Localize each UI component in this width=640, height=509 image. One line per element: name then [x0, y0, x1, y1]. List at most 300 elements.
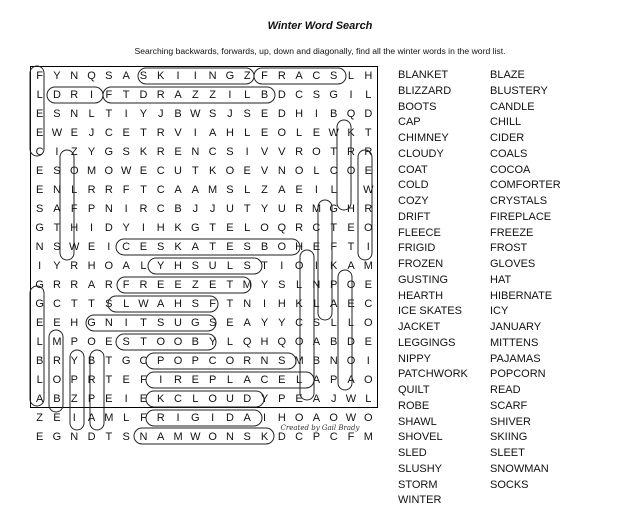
grid-cell[interactable]: E: [295, 393, 303, 405]
grid-cell[interactable]: I: [176, 70, 180, 82]
grid-cell[interactable]: A: [157, 298, 165, 310]
grid-cell[interactable]: E: [243, 165, 251, 177]
grid-cell[interactable]: Q: [277, 222, 287, 234]
grid-cell[interactable]: I: [124, 393, 128, 405]
grid-cell[interactable]: W: [190, 108, 201, 120]
grid-cell[interactable]: I: [314, 184, 318, 196]
grid-cell[interactable]: W: [51, 127, 63, 139]
grid-cell[interactable]: A: [35, 393, 44, 405]
grid-cell[interactable]: U: [277, 203, 286, 215]
grid-cell[interactable]: R: [295, 203, 304, 215]
grid-cell[interactable]: T: [330, 222, 338, 234]
grid-cell[interactable]: T: [122, 89, 130, 101]
grid-cell[interactable]: V: [260, 146, 269, 158]
grid-cell[interactable]: W: [69, 241, 80, 253]
grid-cell[interactable]: R: [295, 146, 304, 158]
grid-cell[interactable]: O: [364, 317, 373, 329]
grid-cell[interactable]: N: [243, 298, 252, 310]
grid-cell[interactable]: I: [38, 260, 42, 272]
grid-cell[interactable]: S: [122, 336, 130, 348]
grid-cell[interactable]: I: [262, 298, 267, 310]
grid-cell[interactable]: O: [87, 336, 96, 348]
grid-cell[interactable]: E: [70, 127, 78, 139]
grid-cell[interactable]: J: [157, 108, 164, 120]
grid-cell[interactable]: F: [105, 89, 113, 101]
grid-cell[interactable]: N: [52, 184, 61, 196]
grid-cell[interactable]: I: [314, 260, 318, 272]
grid-cell[interactable]: I: [55, 146, 59, 158]
grid-cell[interactable]: C: [295, 89, 304, 101]
grid-cell[interactable]: R: [104, 184, 113, 196]
grid-cell[interactable]: E: [35, 165, 44, 177]
grid-cell[interactable]: K: [139, 146, 148, 158]
grid-cell[interactable]: D: [104, 222, 113, 234]
grid-cell[interactable]: L: [36, 374, 43, 386]
grid-cell[interactable]: R: [364, 146, 373, 158]
grid-cell[interactable]: D: [277, 108, 286, 120]
grid-cell[interactable]: A: [312, 393, 321, 405]
grid-cell[interactable]: K: [157, 393, 165, 405]
grid-cell[interactable]: E: [174, 279, 182, 291]
grid-cell[interactable]: C: [329, 165, 338, 177]
grid-cell[interactable]: M: [173, 431, 183, 443]
grid-cell[interactable]: E: [364, 165, 372, 177]
grid-cell[interactable]: T: [105, 355, 113, 367]
grid-cell[interactable]: T: [243, 203, 251, 215]
grid-cell[interactable]: I: [366, 241, 370, 253]
grid-cell[interactable]: E: [139, 241, 148, 253]
grid-cell[interactable]: E: [35, 127, 44, 139]
grid-cell[interactable]: U: [174, 165, 182, 177]
grid-cell[interactable]: O: [225, 165, 235, 177]
grid-cell[interactable]: P: [208, 374, 217, 386]
grid-cell[interactable]: E: [312, 127, 321, 139]
grid-cell[interactable]: G: [191, 412, 200, 424]
grid-cell[interactable]: E: [35, 431, 44, 443]
grid-cell[interactable]: B: [53, 393, 61, 405]
grid-cell[interactable]: L: [330, 317, 337, 329]
grid-cell[interactable]: Z: [243, 70, 251, 82]
grid-cell[interactable]: L: [296, 127, 303, 139]
grid-cell[interactable]: Z: [191, 89, 199, 101]
grid-cell[interactable]: E: [347, 222, 355, 234]
grid-cell[interactable]: L: [313, 298, 320, 310]
grid-cell[interactable]: E: [364, 336, 372, 348]
grid-cell[interactable]: L: [244, 184, 251, 196]
grid-cell[interactable]: B: [174, 203, 182, 215]
grid-cell[interactable]: B: [330, 336, 338, 348]
grid-cell[interactable]: L: [365, 393, 372, 405]
grid-cell[interactable]: O: [277, 241, 287, 253]
grid-cell[interactable]: W: [363, 184, 374, 196]
grid-cell[interactable]: Q: [87, 70, 96, 82]
grid-cell[interactable]: H: [70, 317, 79, 329]
grid-cell[interactable]: O: [329, 412, 338, 424]
grid-cell[interactable]: E: [35, 184, 44, 196]
grid-cell[interactable]: I: [90, 89, 94, 101]
grid-cell[interactable]: E: [105, 336, 113, 348]
grid-cell[interactable]: R: [87, 184, 96, 196]
grid-cell[interactable]: E: [278, 374, 286, 386]
grid-cell[interactable]: R: [52, 279, 61, 291]
grid-cell[interactable]: L: [226, 336, 233, 348]
grid-cell[interactable]: S: [191, 298, 199, 310]
grid-cell[interactable]: D: [87, 431, 96, 443]
grid-cell[interactable]: R: [277, 70, 286, 82]
grid-cell[interactable]: Z: [209, 89, 216, 101]
grid-cell[interactable]: F: [122, 279, 130, 291]
grid-cell[interactable]: S: [312, 317, 321, 329]
grid-cell[interactable]: N: [329, 355, 338, 367]
grid-cell[interactable]: U: [225, 203, 234, 215]
grid-cell[interactable]: L: [226, 260, 233, 272]
grid-cell[interactable]: M: [52, 336, 62, 348]
grid-cell[interactable]: O: [346, 279, 356, 291]
grid-cell[interactable]: D: [225, 412, 234, 424]
grid-cell[interactable]: S: [53, 165, 61, 177]
grid-cell[interactable]: E: [53, 412, 61, 424]
grid-cell[interactable]: E: [191, 374, 199, 386]
grid-cell[interactable]: R: [156, 127, 165, 139]
grid-cell[interactable]: R: [156, 412, 165, 424]
grid-cell[interactable]: P: [87, 203, 96, 215]
grid-cell[interactable]: C: [208, 146, 217, 158]
grid-cell[interactable]: Z: [70, 146, 78, 158]
grid-cell[interactable]: I: [159, 374, 163, 386]
grid-cell[interactable]: S: [226, 146, 234, 158]
grid-cell[interactable]: T: [226, 298, 234, 310]
grid-cell[interactable]: S: [53, 108, 61, 120]
grid-cell[interactable]: I: [262, 412, 267, 424]
grid-cell[interactable]: T: [105, 374, 113, 386]
grid-cell[interactable]: H: [295, 241, 304, 253]
grid-cell[interactable]: I: [349, 89, 353, 101]
grid-cell[interactable]: P: [157, 355, 165, 367]
grid-cell[interactable]: E: [53, 317, 61, 329]
grid-cell[interactable]: H: [225, 127, 234, 139]
grid-cell[interactable]: E: [35, 108, 44, 120]
grid-cell[interactable]: C: [312, 70, 321, 82]
grid-cell[interactable]: H: [277, 298, 286, 310]
grid-cell[interactable]: O: [52, 374, 62, 386]
grid-cell[interactable]: Y: [53, 70, 61, 82]
grid-cell[interactable]: G: [35, 222, 44, 234]
grid-cell[interactable]: W: [345, 412, 357, 424]
grid-cell[interactable]: T: [70, 298, 78, 310]
grid-cell[interactable]: I: [193, 127, 197, 139]
grid-cell[interactable]: K: [208, 165, 217, 177]
grid-cell[interactable]: E: [35, 317, 44, 329]
grid-cell[interactable]: I: [314, 108, 318, 120]
grid-cell[interactable]: Y: [53, 260, 61, 272]
grid-cell[interactable]: A: [87, 412, 96, 424]
grid-cell[interactable]: H: [87, 260, 96, 272]
grid-cell[interactable]: I: [124, 108, 128, 120]
grid-cell[interactable]: N: [225, 431, 234, 443]
grid-cell[interactable]: N: [277, 165, 286, 177]
grid-cell[interactable]: S: [243, 108, 251, 120]
grid-cell[interactable]: A: [243, 412, 251, 424]
grid-cell[interactable]: U: [225, 393, 234, 405]
grid-cell[interactable]: T: [364, 127, 372, 139]
grid-cell[interactable]: O: [208, 393, 217, 405]
grid-cell[interactable]: D: [347, 336, 355, 348]
grid-cell[interactable]: M: [363, 431, 373, 443]
grid-cell[interactable]: I: [280, 260, 284, 272]
grid-cell[interactable]: L: [347, 317, 355, 329]
grid-cell[interactable]: H: [156, 222, 165, 234]
grid-cell[interactable]: G: [329, 89, 338, 101]
grid-cell[interactable]: Y: [260, 279, 269, 291]
grid-cell[interactable]: L: [192, 393, 199, 405]
grid-cell[interactable]: R: [70, 89, 79, 101]
grid-cell[interactable]: B: [330, 108, 338, 120]
grid-cell[interactable]: T: [105, 108, 113, 120]
grid-cell[interactable]: R: [347, 146, 355, 158]
grid-cell[interactable]: R: [243, 355, 252, 367]
grid-cell[interactable]: L: [36, 336, 43, 348]
grid-cell[interactable]: A: [330, 298, 338, 310]
grid-cell[interactable]: R: [156, 146, 165, 158]
grid-cell[interactable]: T: [347, 241, 355, 253]
grid-cell[interactable]: C: [364, 298, 373, 310]
grid-cell[interactable]: C: [329, 431, 338, 443]
grid-cell[interactable]: Z: [36, 412, 44, 424]
grid-cell[interactable]: L: [313, 165, 320, 177]
grid-cell[interactable]: Q: [346, 108, 356, 120]
grid-cell[interactable]: I: [107, 241, 111, 253]
grid-cell[interactable]: Y: [278, 317, 286, 329]
grid-cell[interactable]: L: [123, 412, 130, 424]
grid-cell[interactable]: L: [226, 374, 233, 386]
grid-cell[interactable]: O: [69, 165, 79, 177]
grid-cell[interactable]: C: [295, 431, 304, 443]
grid-cell[interactable]: O: [173, 336, 183, 348]
grid-cell[interactable]: S: [312, 89, 321, 101]
grid-cell[interactable]: F: [122, 184, 130, 196]
grid-cell[interactable]: Z: [261, 184, 268, 196]
grid-cell[interactable]: O: [225, 355, 235, 367]
grid-cell[interactable]: C: [156, 165, 165, 177]
grid-cell[interactable]: M: [311, 203, 321, 215]
grid-cell[interactable]: A: [191, 241, 199, 253]
grid-cell[interactable]: E: [87, 241, 96, 253]
grid-cell[interactable]: I: [124, 317, 128, 329]
grid-cell[interactable]: P: [312, 431, 321, 443]
grid-cell[interactable]: W: [328, 127, 339, 139]
grid-cell[interactable]: T: [105, 431, 113, 443]
grid-cell[interactable]: L: [347, 70, 355, 82]
grid-cell[interactable]: K: [330, 260, 338, 272]
grid-cell[interactable]: T: [140, 317, 147, 329]
grid-cell[interactable]: L: [71, 184, 78, 196]
grid-cell[interactable]: V: [260, 165, 269, 177]
grid-cell[interactable]: T: [261, 260, 268, 272]
grid-cell[interactable]: T: [53, 222, 61, 234]
grid-cell[interactable]: E: [226, 222, 234, 234]
grid-cell[interactable]: S: [243, 241, 251, 253]
grid-cell[interactable]: F: [330, 241, 338, 253]
grid-cell[interactable]: E: [260, 127, 269, 139]
grid-cell[interactable]: E: [226, 317, 234, 329]
grid-cell[interactable]: S: [208, 108, 217, 120]
grid-cell[interactable]: B: [191, 336, 199, 348]
grid-cell[interactable]: T: [209, 222, 216, 234]
grid-cell[interactable]: V: [278, 146, 286, 158]
grid-cell[interactable]: S: [157, 241, 165, 253]
grid-cell[interactable]: R: [156, 89, 165, 101]
grid-cell[interactable]: A: [174, 89, 182, 101]
grid-cell[interactable]: B: [87, 355, 96, 367]
grid-cell[interactable]: Q: [242, 336, 252, 348]
grid-cell[interactable]: G: [87, 317, 96, 329]
grid-cell[interactable]: L: [36, 89, 43, 101]
grid-cell[interactable]: G: [191, 222, 200, 234]
grid-cell[interactable]: J: [209, 203, 216, 215]
grid-cell[interactable]: L: [123, 298, 130, 310]
grid-cell[interactable]: P: [70, 374, 78, 386]
grid-cell[interactable]: O: [312, 146, 321, 158]
grid-cell[interactable]: L: [244, 222, 251, 234]
grid-cell[interactable]: S: [35, 203, 44, 215]
grid-cell[interactable]: A: [278, 184, 286, 196]
grid-cell[interactable]: L: [244, 127, 251, 139]
grid-cell[interactable]: A: [312, 412, 321, 424]
grid-cell[interactable]: H: [70, 222, 79, 234]
grid-cell[interactable]: O: [346, 165, 356, 177]
grid-cell[interactable]: G: [225, 70, 235, 82]
grid-cell[interactable]: O: [173, 355, 183, 367]
grid-cell[interactable]: Y: [157, 260, 165, 272]
grid-cell[interactable]: S: [278, 355, 286, 367]
grid-cell[interactable]: T: [330, 146, 338, 158]
grid-cell[interactable]: S: [122, 431, 130, 443]
grid-cell[interactable]: D: [52, 89, 61, 101]
grid-cell[interactable]: E: [157, 279, 165, 291]
grid-cell[interactable]: G: [191, 317, 200, 329]
grid-cell[interactable]: H: [174, 298, 182, 310]
grid-cell[interactable]: O: [277, 127, 287, 139]
grid-cell[interactable]: N: [104, 317, 113, 329]
grid-cell[interactable]: B: [312, 355, 321, 367]
grid-cell[interactable]: S: [105, 70, 113, 82]
grid-cell[interactable]: O: [364, 222, 373, 234]
grid-cell[interactable]: I: [72, 412, 76, 424]
grid-cell[interactable]: Y: [70, 355, 78, 367]
grid-cell[interactable]: L: [296, 279, 303, 291]
grid-cell[interactable]: K: [174, 222, 182, 234]
grid-cell[interactable]: E: [139, 165, 148, 177]
grid-cell[interactable]: E: [364, 279, 372, 291]
grid-cell[interactable]: S: [226, 184, 234, 196]
grid-cell[interactable]: E: [122, 374, 130, 386]
grid-cell[interactable]: I: [141, 222, 145, 234]
grid-cell[interactable]: T: [88, 298, 95, 310]
grid-cell[interactable]: B: [260, 89, 269, 101]
grid-cell[interactable]: D: [364, 108, 373, 120]
grid-cell[interactable]: Y: [260, 393, 269, 405]
grid-cell[interactable]: I: [211, 412, 215, 424]
grid-cell[interactable]: L: [330, 184, 337, 196]
grid-cell[interactable]: B: [174, 108, 182, 120]
grid-cell[interactable]: N: [70, 70, 79, 82]
grid-cell[interactable]: W: [138, 298, 149, 310]
grid-cell[interactable]: E: [312, 241, 321, 253]
grid-cell[interactable]: I: [176, 412, 180, 424]
grid-cell[interactable]: J: [192, 203, 199, 215]
grid-cell[interactable]: S: [243, 260, 251, 272]
grid-cell[interactable]: A: [347, 374, 355, 386]
grid-cell[interactable]: A: [122, 260, 130, 272]
grid-cell[interactable]: W: [120, 165, 132, 177]
grid-cell[interactable]: I: [228, 89, 232, 101]
grid-cell[interactable]: M: [86, 165, 97, 177]
grid-cell[interactable]: T: [226, 279, 234, 291]
grid-cell[interactable]: F: [261, 70, 268, 82]
grid-cell[interactable]: M: [242, 279, 252, 291]
grid-cell[interactable]: O: [294, 260, 304, 272]
grid-cell[interactable]: S: [139, 70, 148, 82]
grid-cell[interactable]: B: [35, 355, 44, 367]
grid-cell[interactable]: J: [88, 127, 95, 139]
grid-cell[interactable]: C: [52, 298, 61, 310]
grid-cell[interactable]: P: [330, 374, 338, 386]
grid-cell[interactable]: H: [174, 260, 182, 272]
grid-cell[interactable]: O: [294, 336, 304, 348]
grid-cell[interactable]: O: [104, 260, 114, 272]
grid-cell[interactable]: T: [191, 165, 199, 177]
grid-cell[interactable]: R: [70, 279, 79, 291]
grid-cell[interactable]: C: [35, 146, 44, 158]
grid-cell[interactable]: C: [139, 355, 148, 367]
grid-cell[interactable]: T: [140, 184, 147, 196]
grid-cell[interactable]: C: [104, 127, 113, 139]
grid-cell[interactable]: I: [245, 146, 249, 158]
grid-cell[interactable]: E: [105, 393, 113, 405]
grid-cell[interactable]: H: [347, 203, 355, 215]
grid-cell[interactable]: U: [174, 317, 182, 329]
grid-cell[interactable]: R: [52, 355, 61, 367]
grid-cell[interactable]: U: [208, 260, 217, 272]
grid-cell[interactable]: T: [140, 127, 147, 139]
grid-cell[interactable]: G: [104, 146, 114, 158]
grid-cell[interactable]: C: [156, 184, 165, 196]
grid-cell[interactable]: A: [312, 336, 321, 348]
grid-cell[interactable]: C: [260, 374, 269, 386]
grid-cell[interactable]: D: [277, 89, 286, 101]
grid-cell[interactable]: N: [191, 146, 200, 158]
grid-cell[interactable]: F: [140, 374, 147, 386]
grid-cell[interactable]: Y: [87, 146, 96, 158]
grid-cell[interactable]: R: [364, 203, 373, 215]
grid-cell[interactable]: F: [70, 203, 78, 215]
grid-cell[interactable]: C: [312, 222, 321, 234]
grid-cell[interactable]: Z: [70, 393, 78, 405]
grid-cell[interactable]: A: [53, 203, 61, 215]
grid-cell[interactable]: O: [294, 412, 304, 424]
grid-cell[interactable]: E: [260, 108, 269, 120]
grid-cell[interactable]: R: [70, 260, 79, 272]
grid-cell[interactable]: P: [191, 355, 199, 367]
grid-cell[interactable]: S: [53, 241, 61, 253]
grid-cell[interactable]: F: [140, 412, 147, 424]
grid-cell[interactable]: R: [174, 374, 182, 386]
grid-cell[interactable]: L: [140, 260, 147, 272]
grid-cell[interactable]: K: [157, 70, 165, 82]
grid-cell[interactable]: N: [312, 279, 321, 291]
grid-cell[interactable]: G: [35, 279, 44, 291]
grid-cell[interactable]: R: [87, 374, 96, 386]
